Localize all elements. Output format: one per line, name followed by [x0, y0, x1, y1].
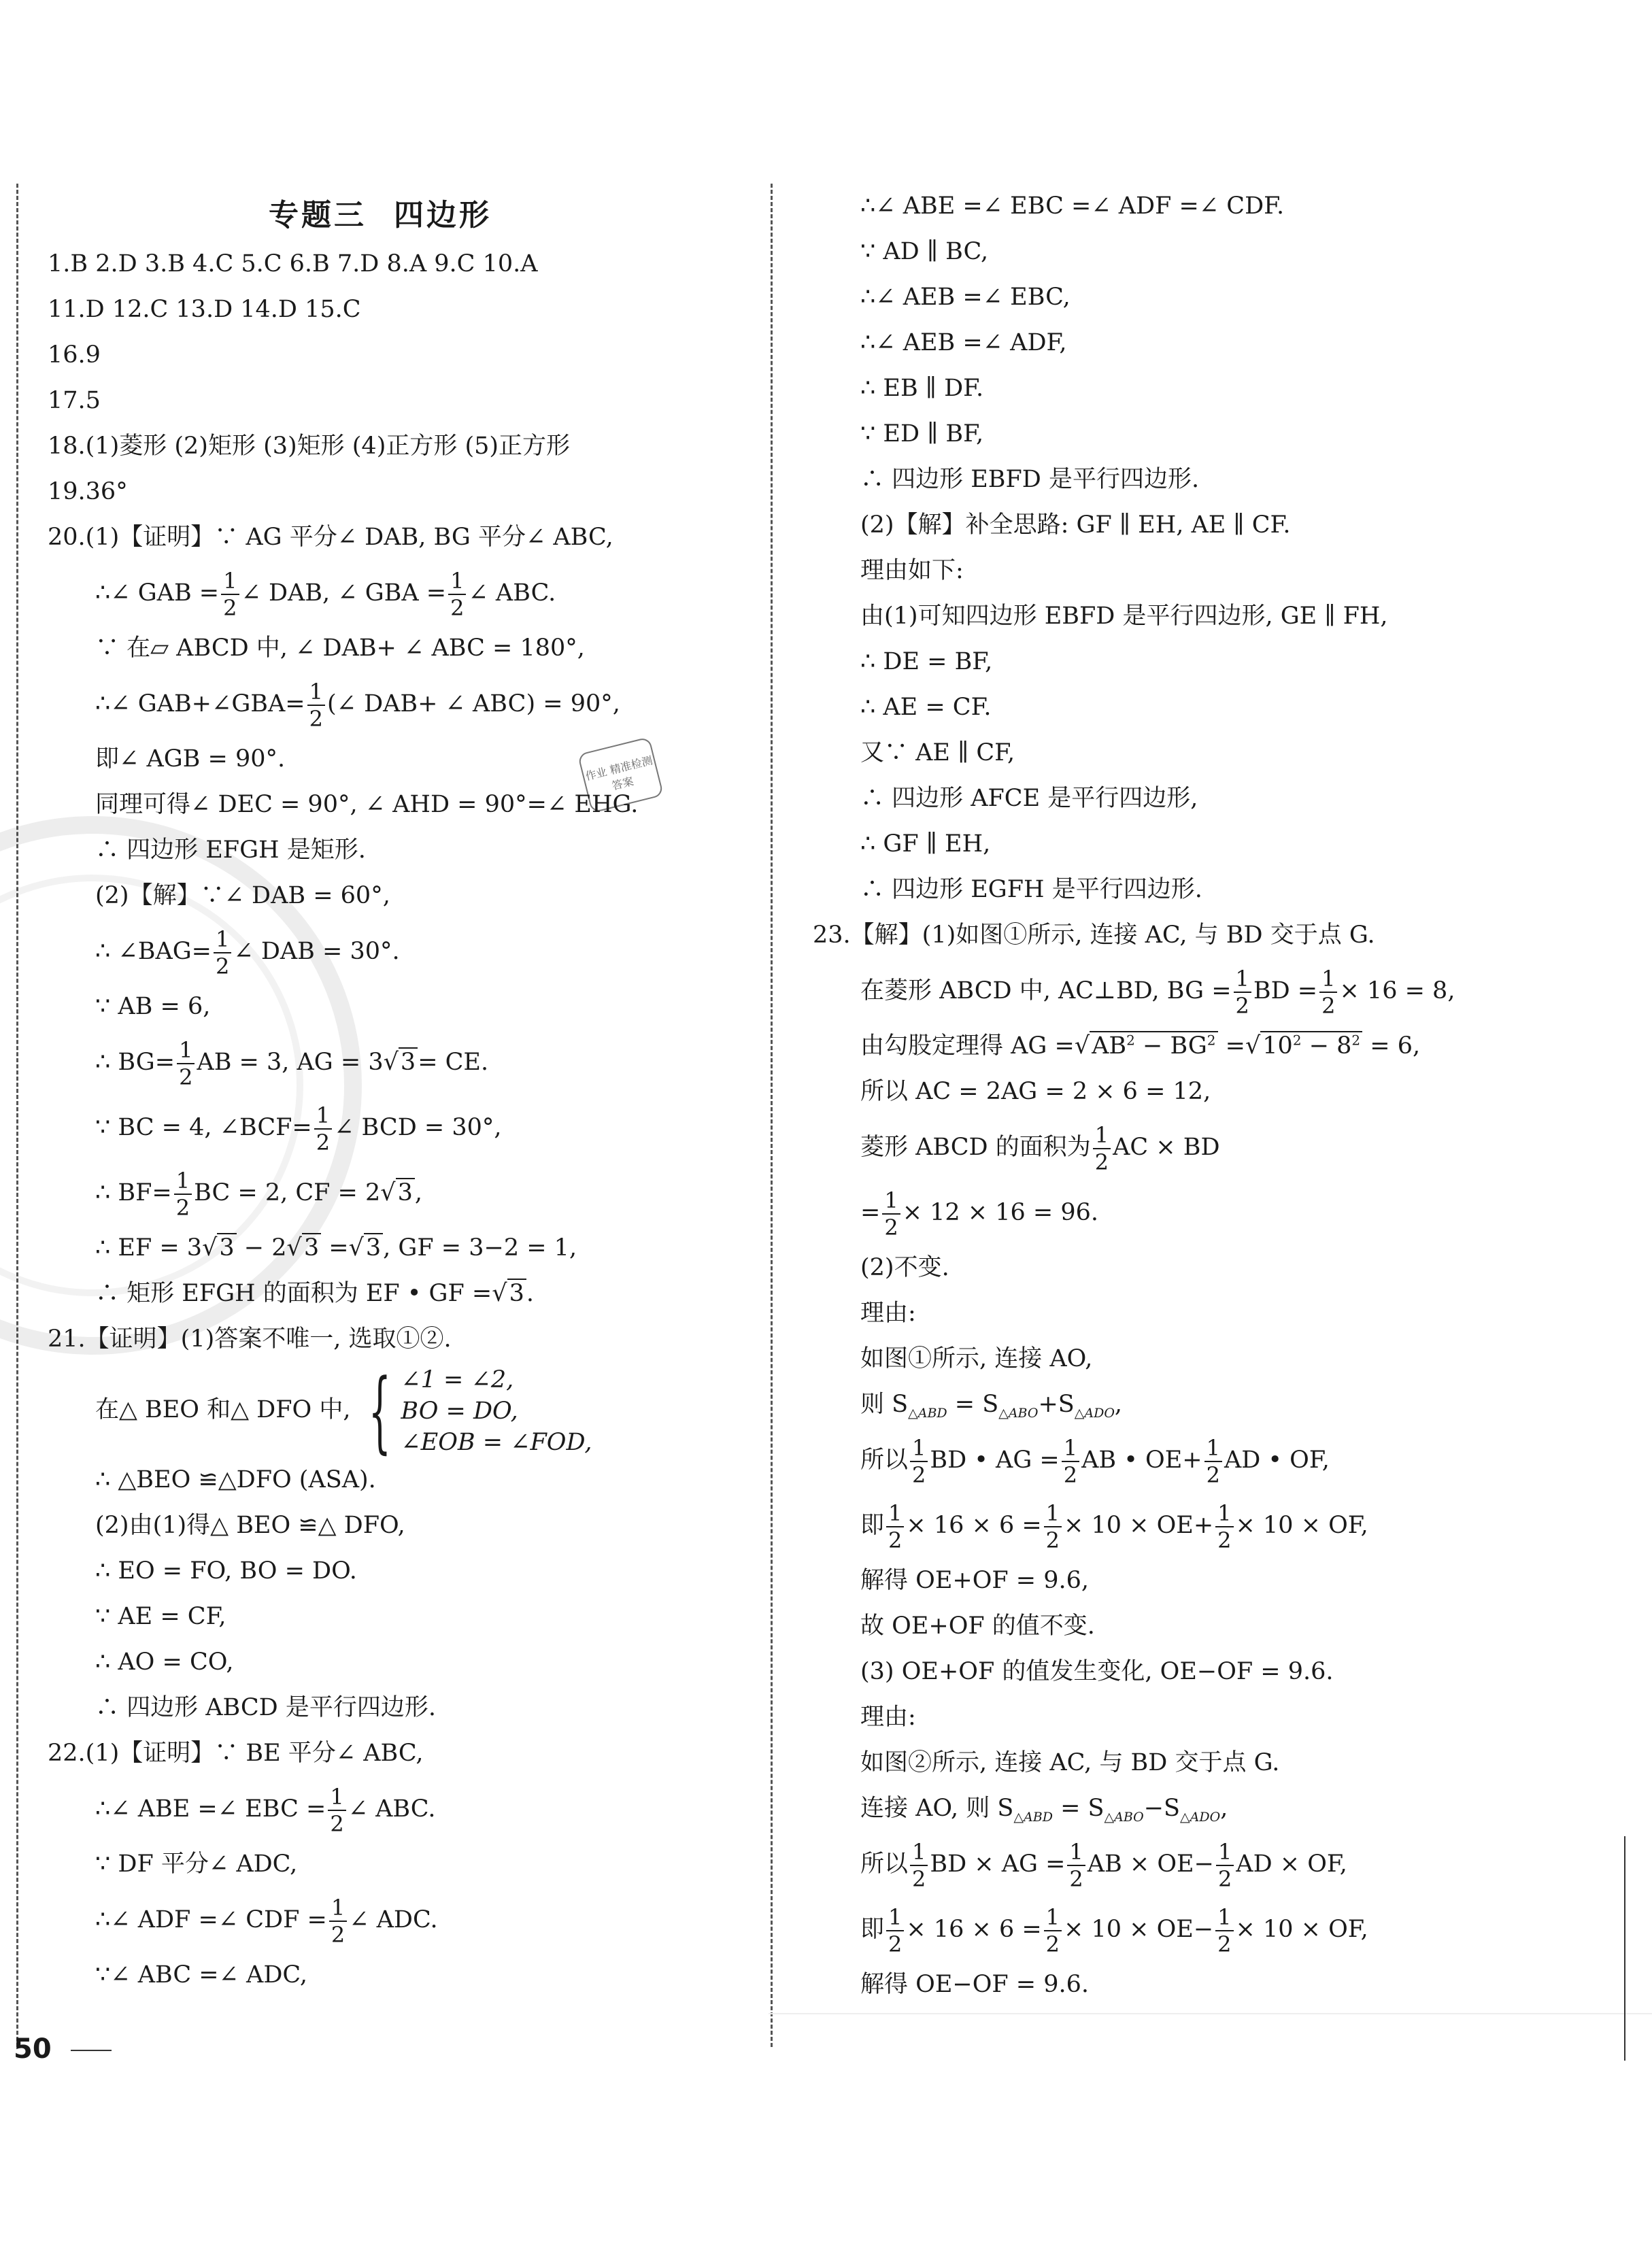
q23-line: 故 OE+OF 的值不变.: [860, 1612, 1095, 1640]
q20-line: ∵ 在▱ ABCD 中, ∠ DAB+ ∠ ABC = 180°,: [95, 635, 585, 662]
q22-line: ∴∠ ABE =∠ EBC =∠ ADF =∠ CDF.: [860, 192, 1285, 220]
scan-line: [769, 2013, 1652, 2014]
q22-line: ∴ 四边形 EBFD 是平行四边形.: [860, 466, 1200, 493]
stamp-logo: 作业 精准检测 答案: [577, 737, 664, 813]
fraction: $\frac{1}{2}$: [886, 1906, 904, 1955]
q23-line: 连接 AO, 则 $S_{\triangle ABD} = S_{\triangle ABO}-S_{\triangle ADO}$,: [860, 1795, 1228, 1825]
fraction: $\frac{1}{2}$: [1319, 968, 1337, 1017]
q21-line: ∴ 四边形 ABCD 是平行四边形.: [95, 1694, 436, 1721]
q23-line: 如图②所示, 连接 AC, 与 BD 交于点 G.: [860, 1749, 1280, 1776]
answer-line: 18.(1)菱形 (2)矩形 (3)矩形 (4)正方形 (5)正方形: [48, 433, 571, 460]
fraction: $\frac{1}{2}$: [174, 1170, 192, 1219]
q20-line: 即∠ AGB = 90°.: [95, 745, 286, 773]
answer-line: 16.9: [48, 341, 101, 369]
fraction: $\frac{1}{2}$: [214, 928, 231, 977]
q22-line: ∵ ED ∥ BF,: [860, 420, 984, 447]
fraction: $\frac{1}{2}$: [910, 1841, 928, 1890]
fraction: $\frac{1}{2}$: [1044, 1502, 1062, 1551]
q22-line: ∴ 四边形 AFCE 是平行四边形,: [860, 785, 1198, 812]
q23-line: 即 $\frac{1}{2}$ × 16 × 6 = $\frac{1}{2}$ × 10 × OE+ $\frac{1}{2}$ × 10 × OF,: [860, 1500, 1368, 1553]
fraction: $\frac{1}{2}$: [328, 1786, 345, 1835]
q22-line: ∵ DF 平分∠ ADC,: [95, 1850, 298, 1878]
q22-line: ∴∠ AEB =∠ ADF,: [860, 329, 1067, 356]
fraction: $\frac{1}{2}$: [177, 1039, 195, 1088]
q23-line: 则 $S_{\triangle ABD} = S_{\triangle ABO}+S_{\triangle ADO}$,: [860, 1391, 1123, 1421]
left-column: [48, 241, 755, 1998]
q22-line: ∵∠ ABC =∠ ADC,: [95, 1961, 308, 1989]
q22-line: ∴ DE = BF,: [860, 648, 993, 675]
q23-line: 菱形 ABCD 的面积为 $\frac{1}{2}$ AC × BD: [860, 1121, 1220, 1175]
q20-line: 20.(1)【证明】∵ AG 平分∠ DAB, BG 平分∠ ABC,: [48, 524, 613, 551]
fraction: $\frac{1}{2}$: [1215, 1906, 1233, 1955]
q20-line: ∴∠ GAB = $\frac{1}{2}$ ∠ DAB, ∠ GBA = $\frac{1}{2}$ ∠ ABC.: [95, 567, 556, 621]
q23-line: 理由:: [860, 1300, 916, 1327]
q20-line: ∴ EF = 3√3 − 2√3 =√3, GF = 3−2 = 1,: [95, 1234, 577, 1262]
page-title: 专题三 四边形: [269, 198, 492, 233]
q20-line: ∵ AB = 6,: [95, 993, 211, 1020]
q20-line: ∵ BC = 4, ∠BCF= $\frac{1}{2}$ ∠ BCD = 30°,: [95, 1102, 502, 1155]
q21-line: ∴ △BEO ≌△DFO (ASA).: [95, 1466, 376, 1493]
fraction: $\frac{1}{2}$: [329, 1897, 347, 1946]
fraction: $\frac{1}{2}$: [314, 1104, 332, 1153]
page-edge-line: [1624, 1836, 1625, 2061]
q20-line: (2)【解】∵∠ DAB = 60°,: [95, 882, 390, 909]
center-dashed-line: [771, 184, 773, 2047]
equation-brace: { ∠1 = ∠2, BO = DO, ∠EOB = ∠FOD,: [368, 1359, 592, 1463]
q23-line: (2)不变.: [860, 1254, 949, 1281]
q21-line: ∴ EO = FO, BO = DO.: [95, 1557, 357, 1585]
answer-line: 19.36°: [48, 478, 128, 505]
fraction: $\frac{1}{2}$: [307, 681, 325, 730]
fraction: $\frac{1}{2}$: [1067, 1841, 1085, 1890]
q22-line: 22.(1)【证明】∵ BE 平分∠ ABC,: [48, 1740, 424, 1767]
page-number: 50: [14, 2033, 112, 2065]
q22-line: ∴∠ ABE =∠ EBC = $\frac{1}{2}$ ∠ ABC.: [95, 1783, 436, 1837]
q23-line: 理由:: [860, 1704, 916, 1731]
q22-line: ∴ AE = CF.: [860, 694, 992, 721]
q20-line: ∴ 矩形 EFGH 的面积为 EF • GF =√3.: [95, 1280, 534, 1307]
q23-line: 23.【解】(1)如图①所示, 连接 AC, 与 BD 交于点 G.: [813, 921, 1375, 949]
q21-line: ∵ AE = CF,: [95, 1603, 226, 1630]
q22-line: 理由如下:: [860, 557, 964, 584]
q23-line: 在菱形 ABCD 中, AC⊥BD, BG = $\frac{1}{2}$ BD = $\frac{1}{2}$ × 16 = 8,: [860, 965, 1455, 1019]
fraction: $\frac{1}{2}$: [1216, 1841, 1234, 1890]
q20-line: ∴ BF= $\frac{1}{2}$ BC = 2, CF = 2√3,: [95, 1167, 422, 1221]
q20-line: ∴ ∠BAG= $\frac{1}{2}$ ∠ DAB = 30°.: [95, 926, 400, 979]
q22-line: ∵ AD ∥ BC,: [860, 238, 989, 265]
q23-line: 所以 $\frac{1}{2}$ BD • AG = $\frac{1}{2}$ AB • OE+ $\frac{1}{2}$ AD • OF,: [860, 1434, 1330, 1488]
q23-line: 如图①所示, 连接 AO,: [860, 1345, 1093, 1372]
q22-line: ∴ EB ∥ DF.: [860, 375, 984, 402]
q22-line: ∴ GF ∥ EH,: [860, 830, 991, 858]
q23-line: 解得 OE−OF = 9.6.: [860, 1971, 1090, 1998]
q21-line: 21.【证明】(1)答案不唯一, 选取①②.: [48, 1325, 452, 1353]
fraction: $\frac{1}{2}$: [448, 570, 466, 619]
q23-line: (3) OE+OF 的值发生变化, OE−OF = 9.6.: [860, 1658, 1334, 1685]
q23-line: 所以 AC = 2AG = 2 × 6 = 12,: [860, 1078, 1211, 1105]
fraction: $\frac{1}{2}$: [882, 1189, 900, 1238]
fraction: $\frac{1}{2}$: [910, 1437, 928, 1486]
q20-line: ∴∠ GAB+∠GBA= $\frac{1}{2}$ (∠ DAB+ ∠ ABC) = 90°,: [95, 678, 620, 732]
q23-line: = $\frac{1}{2}$ × 12 × 16 = 96.: [860, 1187, 1099, 1240]
fraction: $\frac{1}{2}$: [886, 1502, 904, 1551]
fraction: $\frac{1}{2}$: [1062, 1437, 1079, 1486]
q23-line: 所以 $\frac{1}{2}$ BD × AG = $\frac{1}{2}$ AB × OE− $\frac{1}{2}$ AD × OF,: [860, 1838, 1347, 1892]
answer-line: 17.5: [48, 387, 101, 414]
fraction: $\frac{1}{2}$: [1215, 1502, 1233, 1551]
q21-system: 在△ BEO 和△ DFO 中, { ∠1 = ∠2, BO = DO, ∠EOB = ∠FOD,: [95, 1359, 592, 1463]
q20-line: ∴ BG= $\frac{1}{2}$ AB = 3, AG = 3√3= CE.: [95, 1036, 489, 1090]
q21-line: ∴ AO = CO,: [95, 1648, 234, 1676]
answer-line: 11.D 12.C 13.D 14.D 15.C: [48, 296, 361, 323]
q22-line: 由(1)可知四边形 EBFD 是平行四边形, GE ∥ FH,: [860, 603, 1388, 630]
q20-line: ∴ 四边形 EFGH 是矩形.: [95, 836, 366, 864]
fraction: $\frac{1}{2}$: [1234, 968, 1251, 1017]
q22-line: ∴∠ AEB =∠ EBC,: [860, 284, 1071, 311]
q20-line: 同理可得∠ DEC = 90°, ∠ AHD = 90°=∠ EHG.: [95, 791, 639, 818]
q23-line: 解得 OE+OF = 9.6,: [860, 1567, 1090, 1594]
q21-line: (2)由(1)得△ BEO ≌△ DFO,: [95, 1512, 405, 1539]
fraction: $\frac{1}{2}$: [221, 570, 239, 619]
q22-line: 又∵ AE ∥ CF,: [860, 739, 1015, 766]
q23-line: 即 $\frac{1}{2}$ × 16 × 6 = $\frac{1}{2}$ × 10 × OE− $\frac{1}{2}$ × 10 × OF,: [860, 1904, 1368, 1957]
q22-line: (2)【解】补全思路: GF ∥ EH, AE ∥ CF.: [860, 511, 1291, 539]
q23-line: 由勾股定理得 AG $=√AB^2 - BG^2 =√10^2 - 8^2 = 6$,: [860, 1032, 1421, 1060]
fraction: $\frac{1}{2}$: [1044, 1906, 1062, 1955]
fraction: $\frac{1}{2}$: [1093, 1124, 1111, 1173]
answer-line: 1.B 2.D 3.B 4.C 5.C 6.B 7.D 8.A 9.C 10.A: [48, 250, 538, 277]
right-column: [813, 184, 1615, 2008]
q22-line: ∴ 四边形 EGFH 是平行四边形.: [860, 876, 1202, 903]
fraction: $\frac{1}{2}$: [1204, 1437, 1222, 1486]
q22-line: ∴∠ ADF =∠ CDF = $\frac{1}{2}$ ∠ ADC.: [95, 1894, 438, 1948]
